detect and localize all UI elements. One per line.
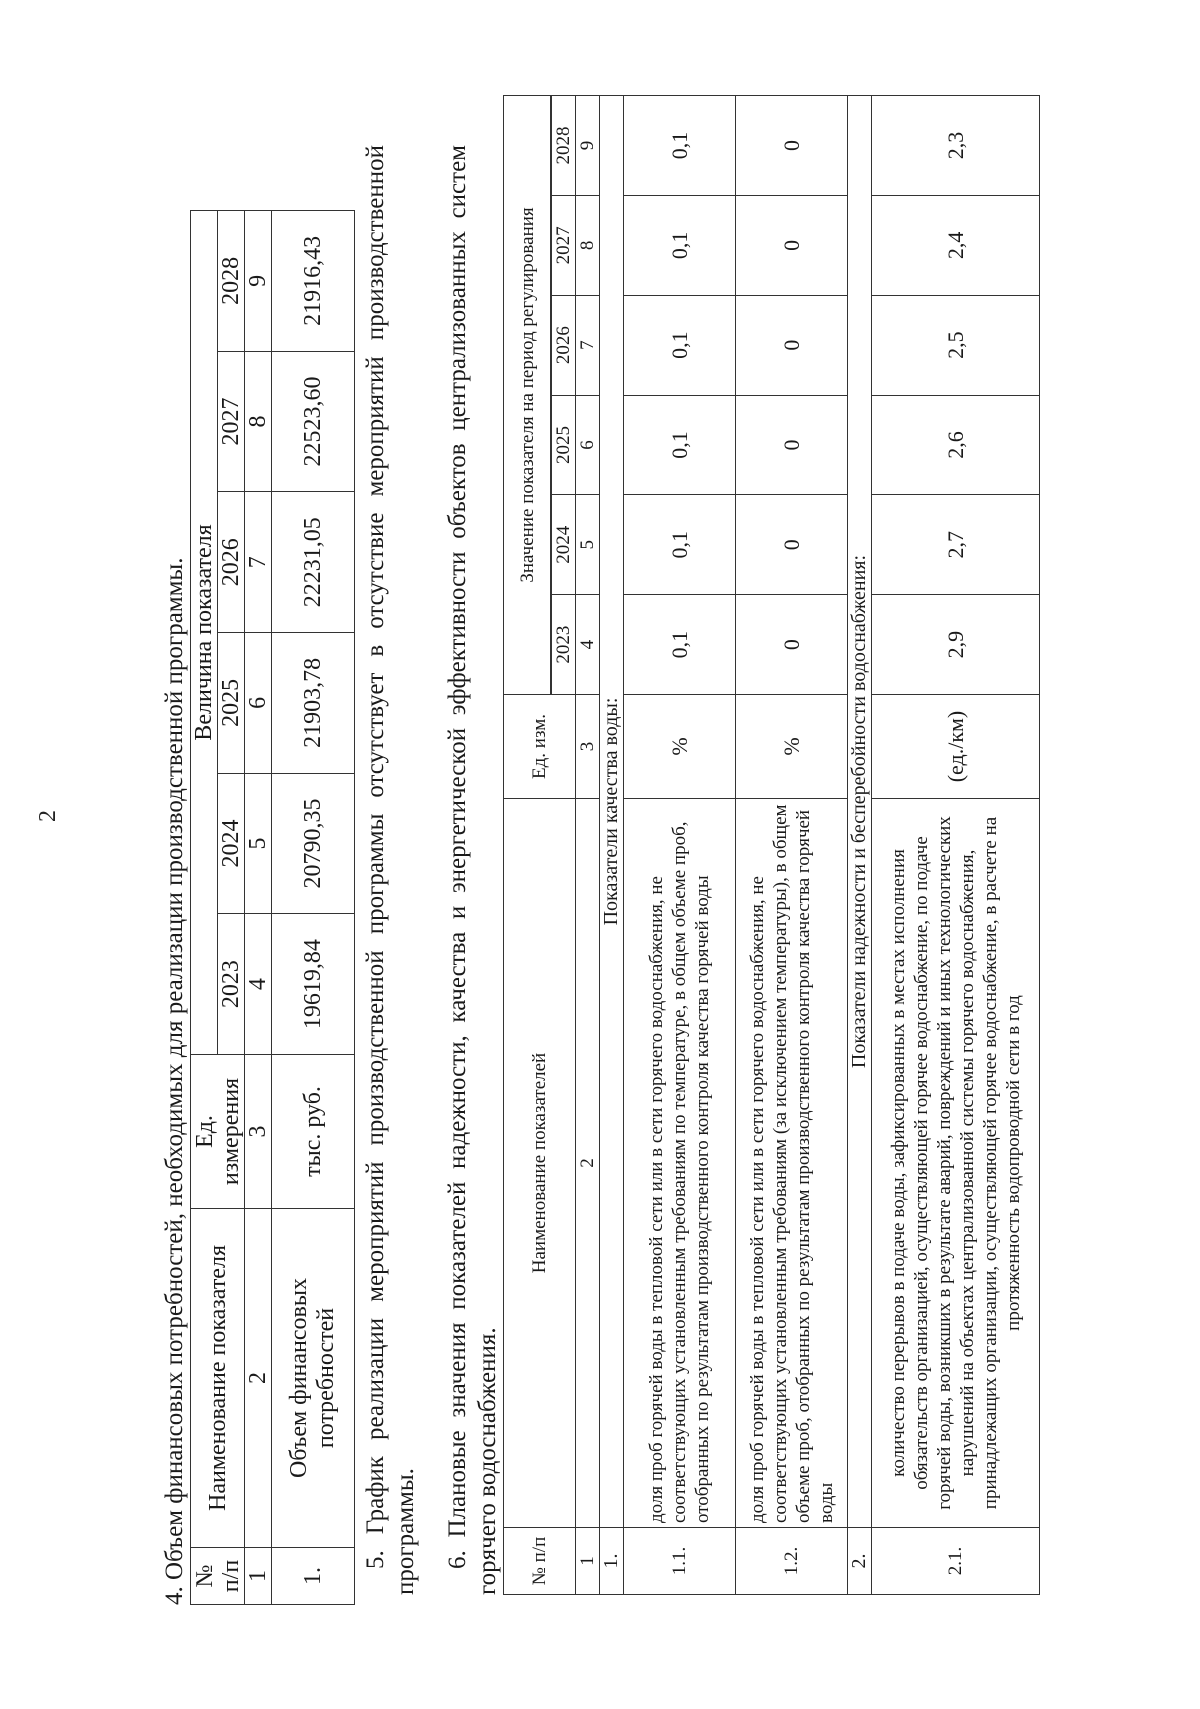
section-5 [361, 145, 421, 1595]
row-value: 2,3 [872, 96, 1040, 196]
row-value: 0,1 [624, 395, 736, 495]
year-header: 2024 [218, 773, 245, 914]
row-name: количество перерывов в подаче воды, зафиксированных в местах исполнения обязательств организацией, осуществляющей горячее водоснабжение, по подаче горячей воды, возникших в результате аварий, повреждений и иных технологических нарушений на объектах централизованной системы горячего водоснабжения, принадлежащих организации, осуществляющей горячее водоснабжение, в расчете на протяженность водопроводной сети в год [872, 799, 1040, 1528]
col-header-num: № п/п [191, 1548, 245, 1605]
row-value: 0 [736, 595, 848, 695]
col-number: 2 [245, 1209, 272, 1548]
col-number: 8 [576, 195, 600, 295]
year-header: 2025 [218, 633, 245, 774]
row-value: 0,1 [624, 295, 736, 395]
row-num: 1.1. [624, 1528, 736, 1595]
table-row [736, 96, 848, 1595]
row-value: 21916,43 [272, 211, 355, 352]
row-value: 22523,60 [272, 351, 355, 492]
col-number: 7 [576, 295, 600, 395]
row-value: 0,1 [624, 595, 736, 695]
year-header: 2026 [218, 492, 245, 633]
section-6-title-content: 6. Плановые значения показателей надежности, качества и энергетической эффективности объектов централизованных систем горячего водоснабжения. [444, 145, 501, 1595]
col-number: 4 [245, 914, 272, 1055]
row-value: 0,1 [624, 96, 736, 196]
group-row [600, 96, 624, 1595]
col-number: 9 [245, 211, 272, 352]
page-number: 2 [35, 810, 61, 822]
year-header: 2023 [552, 595, 576, 695]
col-number: 6 [576, 395, 600, 495]
row-value: 20790,35 [272, 773, 355, 914]
row-value: 2,5 [872, 295, 1040, 395]
section-6 [443, 126, 1040, 1595]
row-unit: тыс. руб. [272, 1055, 355, 1209]
section-4-title: 4. Объем финансовых потребностей, необходимых для реализации производственной программы. [161, 557, 188, 1605]
row-value: 0 [736, 295, 848, 395]
group-title: Показатели надежности и бесперебойности водоснабжения: [848, 96, 872, 1528]
table-row [872, 96, 1040, 1595]
col-header-value-group: Значение показателя на период регулирования [504, 96, 551, 695]
row-num: 1.2. [736, 1528, 848, 1595]
year-header: 2024 [552, 495, 576, 595]
col-number: 1 [576, 1528, 600, 1595]
row-value: 2,4 [872, 195, 1040, 295]
col-header-name: Наименование показателя [191, 1209, 245, 1548]
row-num: 1. [272, 1548, 355, 1605]
table-row [624, 96, 736, 1595]
col-number: 3 [245, 1055, 272, 1209]
table-row [272, 211, 355, 1605]
row-value: 0 [736, 195, 848, 295]
row-unit: % [624, 695, 736, 799]
year-header: 2023 [218, 914, 245, 1055]
col-header-num: № п/п [504, 1528, 576, 1595]
col-number: 2 [576, 799, 600, 1528]
row-value: 2,9 [872, 595, 1040, 695]
row-value: 0 [736, 395, 848, 495]
year-header: 2027 [552, 195, 576, 295]
col-header-unit: Ед. изм. [504, 695, 576, 799]
section-4 [160, 210, 355, 1605]
row-value: 0,1 [624, 195, 736, 295]
row-name: Объем финансовых потребностей [272, 1209, 355, 1548]
year-header: 2025 [552, 395, 576, 495]
col-number: 8 [245, 351, 272, 492]
col-number: 7 [245, 492, 272, 633]
col-number: 1 [245, 1548, 272, 1605]
section-5-text-content: 5. График реализации мероприятий производственной программы отсутствует в отсутствие мероприятий производственной программы. [362, 145, 419, 1595]
group-num: 2. [848, 1528, 872, 1595]
row-unit: (ед./км) [872, 695, 1040, 799]
financial-needs-table [190, 210, 355, 1605]
row-value: 22231,05 [272, 492, 355, 633]
row-unit: % [736, 695, 848, 799]
col-number: 4 [576, 595, 600, 695]
row-name: доля проб горячей воды в тепловой сети или в сети горячего водоснабжения, не соответствующих установленным требованиям (за исключением температуры), в общем объеме проб, отобранных по результатам производственного контроля качества горячей воды [736, 799, 848, 1528]
section-5-text [361, 145, 421, 1595]
year-header: 2026 [552, 295, 576, 395]
row-value: 0 [736, 495, 848, 595]
col-number: 9 [576, 96, 600, 196]
row-value: 0 [736, 96, 848, 196]
row-value: 19619,84 [272, 914, 355, 1055]
col-number: 5 [245, 773, 272, 914]
row-name: доля проб горячей воды в тепловой сети или в сети горячего водоснабжения, не соответствующих установленным требованиям по температуре, в общем объеме проб, отобранных по результатам производственного контроля качества горячей воды [624, 799, 736, 1528]
year-header: 2027 [218, 351, 245, 492]
col-number: 3 [576, 695, 600, 799]
section-6-title [443, 145, 503, 1595]
group-num: 1. [600, 1528, 624, 1595]
group-title: Показатели качества воды: [600, 96, 624, 1528]
group-row [848, 96, 872, 1595]
col-number: 5 [576, 495, 600, 595]
col-header-unit: Ед. измерения [191, 1055, 245, 1209]
col-number: 6 [245, 633, 272, 774]
year-header: 2028 [218, 211, 245, 352]
col-header-name: Наименование показателей [504, 799, 576, 1528]
row-value: 2,6 [872, 395, 1040, 495]
year-header: 2028 [552, 96, 576, 196]
rotated-content [160, 125, 1040, 1645]
col-header-value-group: Величина показателя [191, 211, 218, 1055]
indicators-table [503, 95, 1040, 1595]
row-num: 2.1. [872, 1528, 1040, 1595]
row-value: 0,1 [624, 495, 736, 595]
row-value: 2,7 [872, 495, 1040, 595]
row-value: 21903,78 [272, 633, 355, 774]
